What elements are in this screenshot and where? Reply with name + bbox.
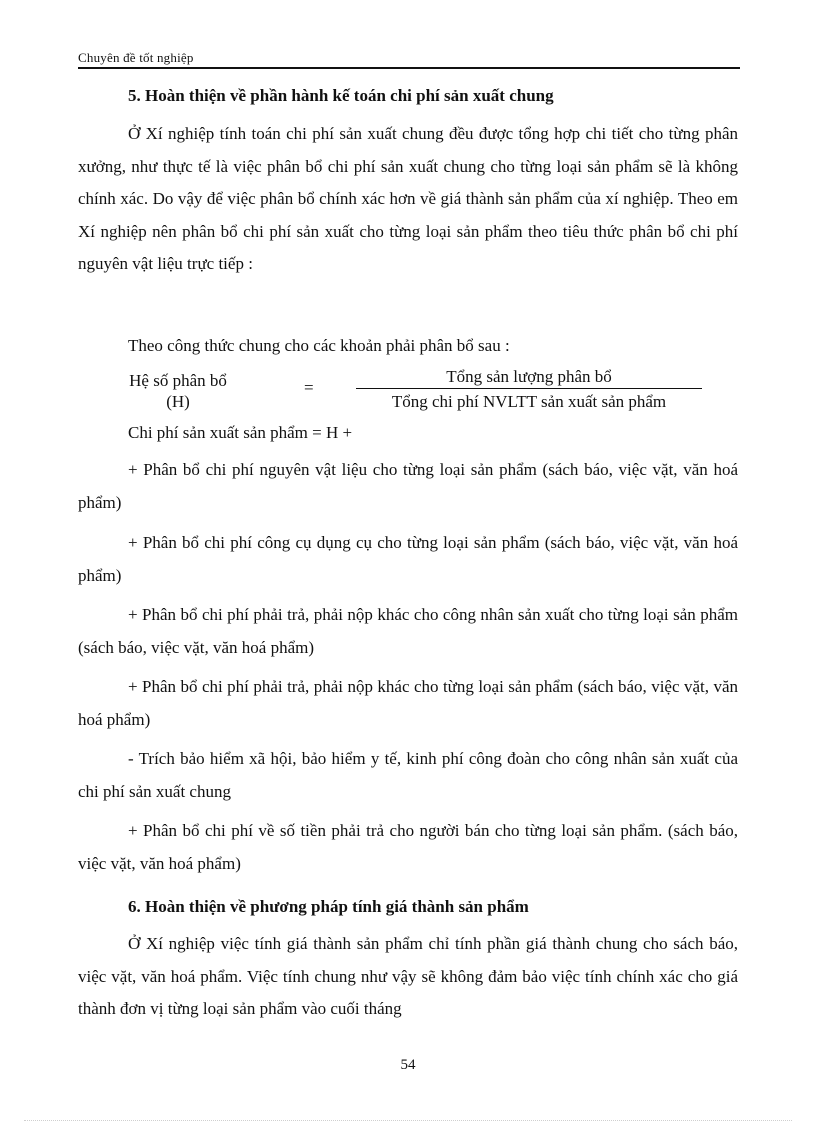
allocation-item-6: + Phân bổ chi phí về số tiền phải trả cho người bán cho từng loại sản phẩm. (sách báo, việc vặt, văn hoá phẩm) bbox=[78, 821, 738, 873]
section-5-heading: 5. Hoàn thiện về phần hành kế toán chi phí sản xuất chung bbox=[128, 86, 554, 105]
section-6-paragraph: Ở Xí nghiệp việc tính giá thành sản phẩm chỉ tính phần giá thành chung cho sách báo, việc vặt, văn hoá phẩm. Việc tính chung như vậy sẽ không đảm bảo việc tính chính xác cho giá thành đơn vị từng loại sản phẩm vào cuối tháng bbox=[78, 934, 738, 1018]
allocation-item-2: + Phân bổ chi phí công cụ dụng cụ cho từng loại sản phẩm (sách báo, việc vặt, văn hoá phẩm) bbox=[78, 533, 738, 585]
formula-equals-sign: = bbox=[304, 378, 314, 397]
formula-fraction-bar bbox=[356, 388, 702, 389]
allocation-item-5: - Trích bảo hiểm xã hội, bảo hiểm y tế, kinh phí công đoàn cho công nhân sản xuất của chi phí sản xuất chung bbox=[78, 749, 738, 801]
formula-left-symbol: (H) bbox=[166, 392, 190, 411]
page-bottom-dotted-border bbox=[24, 1120, 792, 1121]
formula-numerator: Tổng sản lượng phân bổ bbox=[446, 367, 612, 386]
cost-formula-line: Chi phí sản xuất sản phẩm = H + bbox=[128, 423, 353, 442]
formula-left-label: Hệ số phân bổ bbox=[129, 371, 227, 390]
formula-left-side bbox=[118, 370, 238, 412]
formula-denominator: Tổng chi phí NVLTT sản xuất sản phẩm bbox=[391, 392, 667, 411]
header-rule bbox=[78, 67, 740, 69]
allocation-item-1: + Phân bổ chi phí nguyên vật liệu cho từng loại sản phẩm (sách báo, việc vặt, văn hoá phẩm) bbox=[78, 460, 738, 512]
section-6-heading: 6. Hoàn thiện về phương pháp tính giá thành sản phẩm bbox=[128, 897, 529, 916]
section-5-intro-paragraph: Ở Xí nghiệp tính toán chi phí sản xuất chung đều được tổng hợp chi tiết cho từng phân xưởng, như thực tế là việc phân bổ chi phí sản xuất chung cho từng loại sản phẩm sẽ là không chính xác. Do vậy để việc phân bổ chính xác hơn về giá thành sản phẩm của xí nghiệp. Theo em Xí nghiệp nên phân bổ chi phí sản xuất cho từng loại sản phẩm theo tiêu thức phân bổ chi phí nguyên vật liệu trực tiếp : bbox=[78, 124, 738, 273]
formula-intro: Theo công thức chung cho các khoản phải phân bổ sau : bbox=[128, 336, 510, 355]
running-header: Chuyên đề tốt nghiệp bbox=[78, 50, 194, 65]
allocation-item-4: + Phân bổ chi phí phải trả, phải nộp khác cho từng loại sản phẩm (sách báo, việc vặt, văn hoá phẩm) bbox=[78, 677, 738, 729]
allocation-item-3: + Phân bổ chi phí phải trả, phải nộp khác cho công nhân sản xuất cho từng loại sản phẩm (sách báo, việc vặt, văn hoá phẩm) bbox=[78, 605, 738, 657]
page-number: 54 bbox=[400, 1057, 416, 1073]
